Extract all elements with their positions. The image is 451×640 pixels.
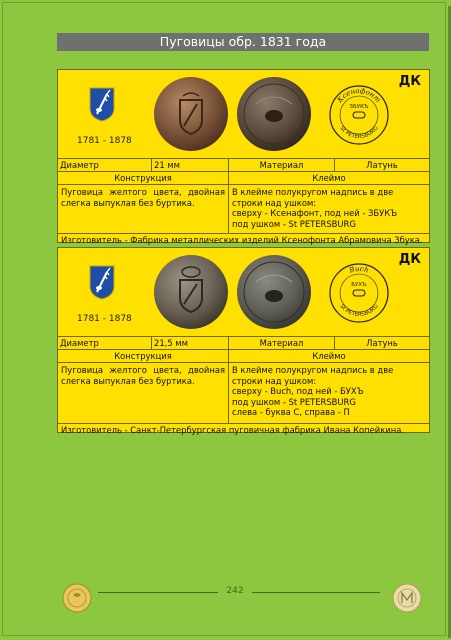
button-back-image: [236, 76, 312, 152]
coat-of-arms-icon: [88, 264, 116, 300]
image-row: [58, 70, 429, 159]
manufacturer-text: Изготовитель - Санкт-Петербургская пуговичная фабрика Ивана Копейкина.: [61, 425, 405, 435]
footer-coin-left-icon: [62, 583, 92, 613]
material-value: Латунь: [366, 338, 398, 348]
stamp-top-text: Ксенафонт: [335, 86, 383, 105]
button-front-image: [153, 76, 229, 152]
hallmark-line: под ушком - St PETERSBURG: [232, 218, 356, 229]
stamp-middle-text: ЗБУКЪ: [349, 104, 369, 110]
material-label: Материал: [229, 159, 335, 171]
header-row: [58, 172, 429, 185]
construction-text: Пуговица желтого цвета, двойная слегка выпуклая без буртика.: [58, 185, 229, 233]
image-row: [58, 248, 429, 337]
svg-text:Buch: [347, 265, 369, 275]
page-number: 242: [226, 586, 244, 596]
svg-text:St PETERSBURG: [338, 303, 379, 318]
material-label: Материал: [229, 337, 335, 349]
header-row: [58, 350, 429, 363]
stamp-bottom-text: St PETERSBURG: [338, 303, 380, 319]
footer-line-left: [98, 592, 218, 593]
button-card-1: [57, 69, 430, 243]
spec-row: [58, 159, 429, 172]
button-card-2: [57, 247, 430, 433]
mark-label: ДК: [398, 74, 421, 89]
description-row: [58, 363, 429, 424]
diameter-label: Диаметр: [58, 337, 152, 349]
coat-of-arms-icon: [88, 86, 116, 122]
hallmark-line: сверху - Ксенафонт, под ней - ЗБУКЪ: [232, 208, 398, 218]
svg-text:St PETERSBURG: [338, 125, 379, 140]
hallmark-line: В клейме полукругом надпись в две строки над ушком:: [232, 187, 394, 208]
material-value: Латунь: [366, 160, 398, 170]
button-front-image: [153, 254, 229, 330]
hallmark-header: Клеймо: [312, 351, 346, 361]
page-title: Пуговицы обр. 1831 года: [57, 33, 429, 51]
construction-text: Пуговица желтого цвета, двойная слегка выпуклая без буртика.: [58, 363, 229, 423]
construction-header: Конструкция: [58, 172, 229, 184]
hallmark-text: [229, 363, 429, 423]
diameter-value: 21 мм: [152, 159, 229, 171]
mark-label: ДК: [398, 252, 421, 267]
footer-line-right: [252, 592, 380, 593]
hallmark-line: В клейме полукругом надпись в две строки над ушком:: [232, 365, 394, 386]
stamp-top-text: Buch: [348, 264, 370, 275]
hallmark-line: сверху - Buch, под ней - БУХЪ: [232, 386, 364, 396]
hallmark-stamp-icon: [328, 84, 390, 146]
hallmark-text: [229, 185, 429, 233]
hallmark-header: Клеймо: [312, 173, 346, 183]
years-label: 1781 - 1878: [77, 314, 132, 324]
hallmark-line: под ушком - St PETERSBURG: [232, 396, 356, 407]
button-back-image: [236, 254, 312, 330]
hallmark-line: слева - буква С, справа - П: [232, 407, 350, 417]
diameter-label: Диаметр: [58, 159, 152, 171]
manufacturer-text: Изготовитель - Фабрика металлических изделий Ксенофонта Абрамовича Збука.: [61, 235, 423, 245]
diameter-value: 21,5 мм: [152, 337, 229, 349]
construction-header: Конструкция: [58, 350, 229, 362]
stamp-middle-text: БУХЪ: [351, 282, 367, 288]
hallmark-stamp-icon: [328, 262, 390, 324]
years-label: 1781 - 1878: [77, 136, 132, 146]
stamp-bottom-text: St PETERSBURG: [338, 125, 380, 141]
description-row: [58, 185, 429, 234]
footer-coin-right-icon: [392, 583, 422, 613]
spec-row: [58, 337, 429, 350]
